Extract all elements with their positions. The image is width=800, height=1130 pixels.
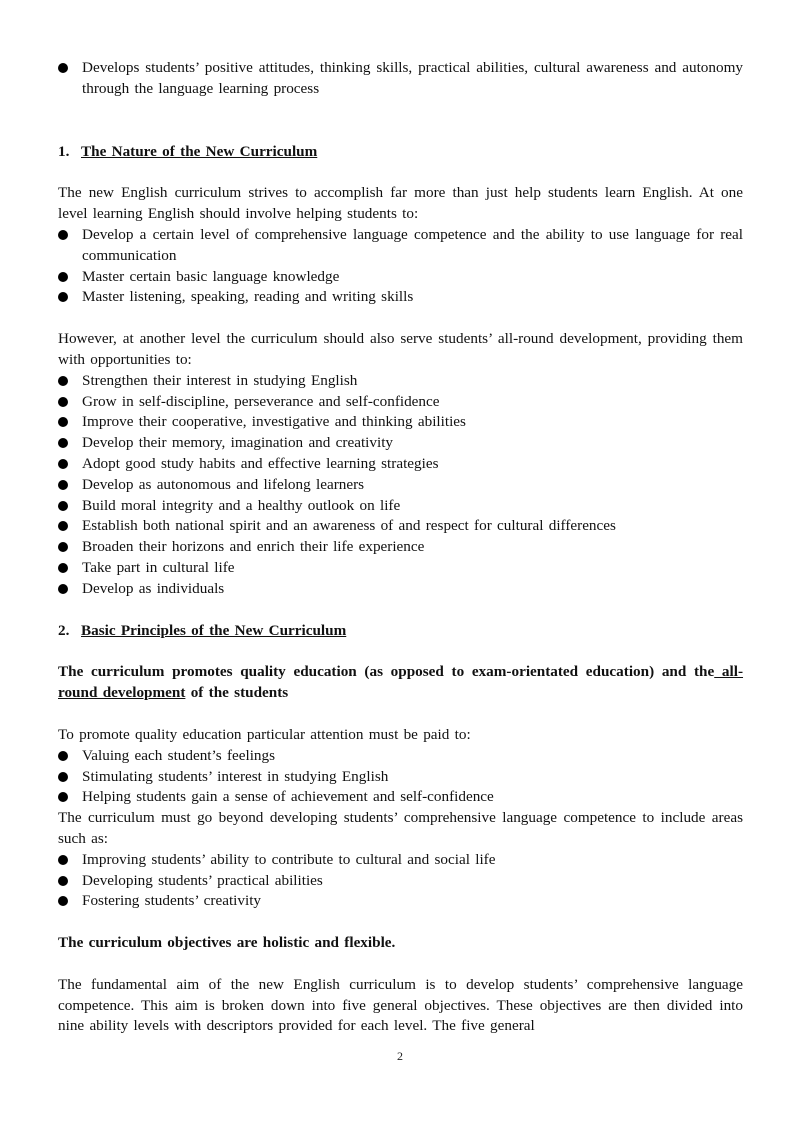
bullet-icon	[58, 272, 68, 282]
bullet-list-areas	[58, 850, 743, 912]
list-item: Helping students gain a sense of achievement and self-confidence	[58, 787, 743, 808]
section-heading-nature: 1. The Nature of the New Curriculum	[58, 142, 318, 160]
bullet-icon	[58, 438, 68, 448]
paragraph: To promote quality education particular attention must be paid to:	[58, 725, 471, 743]
bullet-icon	[58, 292, 68, 302]
principle-statement-quality: The curriculum promotes quality education (as opposed to exam-orientated education) and the all-round development of the students	[58, 663, 744, 702]
bullet-list-quality	[58, 746, 743, 808]
list-item: Adopt good study habits and effective learning strategies	[58, 454, 743, 475]
bullet-icon	[58, 63, 68, 73]
bullet-icon	[58, 480, 68, 490]
document-page	[58, 58, 743, 1037]
bullet-icon	[58, 417, 68, 427]
bullet-icon	[58, 855, 68, 865]
paragraph: However, at another level the curriculum should also serve students’ all-round development, providing them with opportunities to:	[58, 330, 743, 368]
bullet-icon	[58, 751, 68, 761]
list-item: Developing students’ practical abilities	[58, 871, 743, 892]
list-item: Stimulating students’ interest in studying English	[58, 767, 743, 788]
bullet-icon	[58, 542, 68, 552]
section-heading-principles: 2. Basic Principles of the New Curriculum	[58, 621, 347, 639]
intro-bullet-list	[58, 58, 743, 100]
list-item: Valuing each student’s feelings	[58, 746, 743, 767]
bullet-icon	[58, 896, 68, 906]
bullet-icon	[58, 772, 68, 782]
list-item: Master listening, speaking, reading and writing skills	[58, 287, 743, 308]
list-item: Establish both national spirit and an awareness of and respect for cultural differences	[58, 516, 743, 537]
bullet-icon	[58, 876, 68, 886]
list-item: Develop their memory, imagination and creativity	[58, 433, 743, 454]
list-item: Improving students’ ability to contribute to cultural and social life	[58, 850, 743, 871]
paragraph: The curriculum must go beyond developing students’ comprehensive language competence to include areas such as:	[58, 809, 743, 847]
list-item: Develop as autonomous and lifelong learners	[58, 475, 743, 496]
page-number: 2	[397, 1049, 403, 1063]
bullet-icon	[58, 376, 68, 386]
bullet-icon	[58, 521, 68, 531]
list-item: Strengthen their interest in studying English	[58, 371, 743, 392]
list-item: Take part in cultural life	[58, 558, 743, 579]
bullet-icon	[58, 459, 68, 469]
paragraph: The new English curriculum strives to accomplish far more than just help students learn English. At one level learning English should involve helping students to:	[58, 184, 743, 223]
bullet-icon	[58, 501, 68, 511]
list-item: Master certain basic language knowledge	[58, 267, 743, 288]
bullet-icon	[58, 792, 68, 802]
list-item: Develop as individuals	[58, 579, 743, 600]
paragraph: The fundamental aim of the new English curriculum is to develop students’ comprehensive language competence. This aim is broken down into five general objectives. These objectives are then divided into nine ability levels with descriptors provided for each level. The five general	[58, 975, 743, 1035]
list-item: Fostering students’ creativity	[58, 891, 743, 912]
bullet-icon	[58, 584, 68, 594]
list-item: Develops students’ positive attitudes, thinking skills, practical abilities, cultural awareness and autonomy through the language learning process	[58, 58, 743, 100]
bullet-icon	[58, 230, 68, 240]
list-item: Improve their cooperative, investigative and thinking abilities	[58, 412, 743, 433]
list-item: Grow in self-discipline, perseverance and self-confidence	[58, 392, 743, 413]
bullet-list-development	[58, 371, 743, 600]
principle-statement-holistic: The curriculum objectives are holistic and flexible.	[58, 934, 396, 952]
bullet-list-language	[58, 225, 743, 308]
list-item: Build moral integrity and a healthy outlook on life	[58, 496, 743, 517]
list-item: Broaden their horizons and enrich their life experience	[58, 537, 743, 558]
bullet-icon	[58, 397, 68, 407]
list-item: Develop a certain level of comprehensive language competence and the ability to use language for real communication	[58, 225, 743, 267]
bullet-icon	[58, 563, 68, 573]
